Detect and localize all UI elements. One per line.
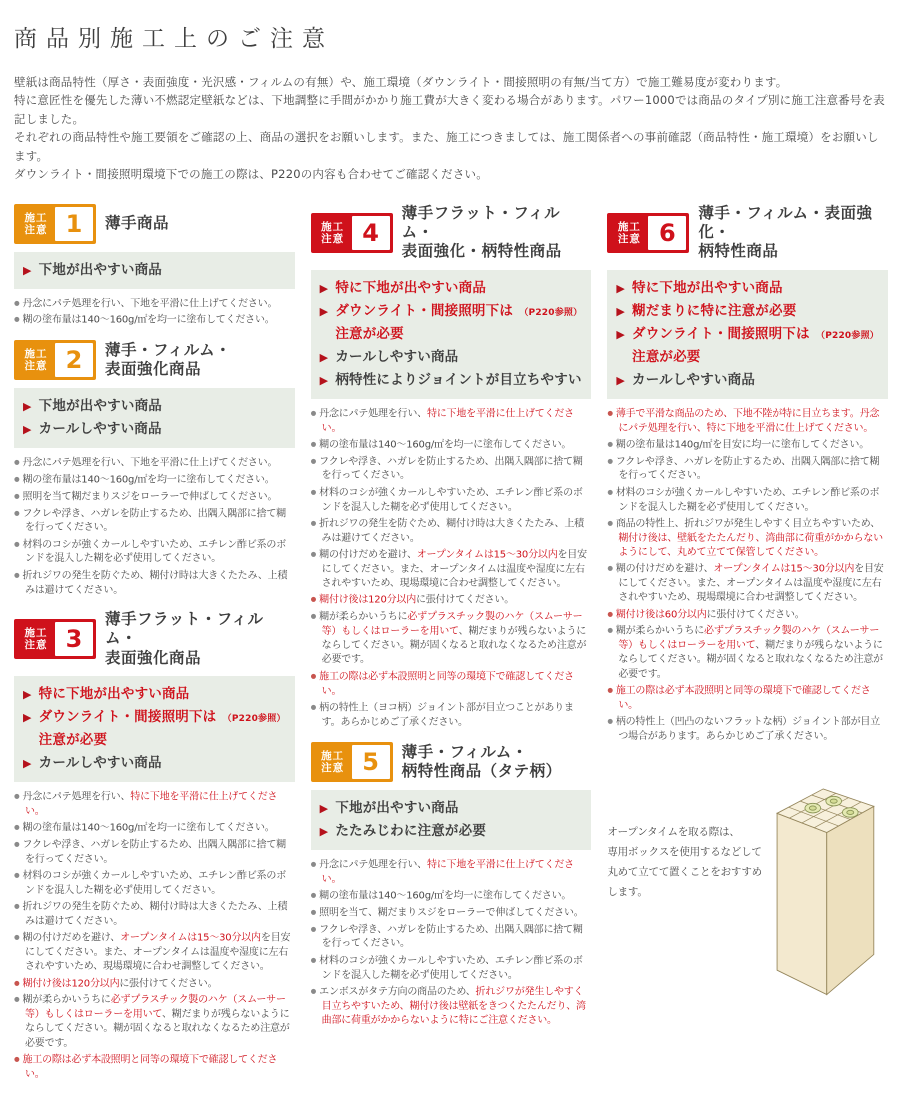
bullet-icon: ● xyxy=(14,933,20,942)
bullet-item xyxy=(607,406,888,436)
feature-item xyxy=(320,369,583,392)
arrow-right-icon: ▶ xyxy=(23,710,32,724)
feature-box xyxy=(14,252,295,289)
arrow-right-icon: ▶ xyxy=(319,281,329,295)
intro xyxy=(14,73,888,184)
bullet-text: 糊が柔らかいうちに xyxy=(22,994,111,1006)
bullet-icon: ● xyxy=(607,487,613,496)
bullet-item xyxy=(14,455,295,471)
construction-note-badge xyxy=(311,742,393,782)
bullet-text: 、糊だまりが残らないようにならしてください。糊が固くなると取れなくなるため注意が必要です。 xyxy=(25,1009,290,1049)
bullet-text: 折れジワの発生を防ぐため、糊付け時は大きくたたみ、上積みは避けてください。 xyxy=(319,518,584,544)
section-title xyxy=(698,204,888,262)
bullet-list xyxy=(14,296,295,329)
arrow-right-icon: ▶ xyxy=(319,350,329,364)
badge-label-top: 施工 xyxy=(321,749,345,762)
columns xyxy=(14,204,888,1094)
feature-text: 特に下地が出やすい商品 xyxy=(38,685,190,702)
feature-item xyxy=(616,323,879,369)
arrow-right-icon: ▶ xyxy=(319,373,329,387)
feature-box xyxy=(311,270,592,399)
section-title-line: 薄手商品 xyxy=(105,213,170,232)
bullet-text: 糊の塗布量は140～160g/㎡を均一に塗布してください。 xyxy=(319,439,572,451)
section-title xyxy=(402,743,562,782)
section-note-1 xyxy=(14,204,295,329)
bullet-text: 材料のコシが強くカールしやすいため、エチレン酢ビ系のボンドを混入した糊を必ず使用してください。 xyxy=(22,539,287,565)
bullet-item xyxy=(311,592,592,608)
bullet-icon: ● xyxy=(14,870,20,879)
bullet-item xyxy=(311,437,592,453)
bullet-text: 施工の際は必ず本設照明と同等の環境下で確認してください。 xyxy=(22,1054,278,1080)
bullet-item xyxy=(311,547,592,591)
section-note-5 xyxy=(311,742,592,1028)
badge-label-top: 施工 xyxy=(617,220,641,233)
bullet-item xyxy=(311,922,592,952)
section-note-6 xyxy=(607,204,888,745)
feature-text: ダウンライト・間接照明下は注意が必要 xyxy=(632,325,810,365)
bullet-item xyxy=(14,537,295,567)
bullet-text: に張付けてください。 xyxy=(706,609,805,621)
wallpaper-rolls-box-icon xyxy=(764,768,886,1012)
bullet-icon: ● xyxy=(310,518,317,527)
bullet-item xyxy=(607,607,888,623)
bullet-icon: ● xyxy=(607,717,613,726)
bullet-icon: ● xyxy=(310,612,317,621)
bullet-icon: ● xyxy=(310,549,317,558)
bullet-item xyxy=(14,312,295,328)
note-number: 4 xyxy=(352,216,390,250)
feature-item xyxy=(616,277,879,300)
bullet-item xyxy=(311,454,592,484)
bullet-text: オープンタイムは15～30分以内 xyxy=(713,563,855,575)
badge-label xyxy=(17,343,55,377)
bullet-text: 材料のコシが強くカールしやすいため、エチレン酢ビ系のボンドを混入した糊を必ず使用してください。 xyxy=(319,955,583,981)
feature-note: （P220参照） xyxy=(519,307,583,318)
bullet-icon: ● xyxy=(310,924,317,933)
bullet-text: 特に下地を平滑に仕上げてください。 xyxy=(25,791,278,817)
feature-text: たたみじわに注意が必要 xyxy=(335,822,487,839)
bullet-text: に張付けてください。 xyxy=(119,978,218,990)
bullet-text: 照明を当て糊だまりスジをローラーで伸ばしてください。 xyxy=(22,491,278,503)
section-title-line: 表面強化・柄特性商品 xyxy=(401,242,562,261)
feature-box xyxy=(607,270,888,399)
column-2 xyxy=(311,204,592,1041)
bullet-text: 必ずプラスチック製のハケ（スムーサー等）もしくはローラーを用いて xyxy=(25,994,286,1021)
section-title-line: 薄手・フィルム・ xyxy=(401,742,528,761)
bullet-text: 照明を当て、糊だまりスジをローラーで伸ばしてください。 xyxy=(319,907,584,919)
bullet-item xyxy=(311,857,592,887)
bullet-icon: ● xyxy=(14,508,20,517)
arrow-right-icon: ▶ xyxy=(616,281,625,295)
arrow-right-icon: ▶ xyxy=(23,687,32,701)
bullet-text: フクレや浮き、ハガレを防止するため、出隅入隅部に捨て糊を行ってください。 xyxy=(615,456,880,482)
bullet-text: 糊の塗布量は140～160g/㎡を均一に塗布してください。 xyxy=(319,890,572,902)
arrow-right-icon: ▶ xyxy=(23,423,32,437)
bullet-list xyxy=(311,406,592,730)
bullet-text: 施工の際は必ず本設照明と同等の環境下で確認してください。 xyxy=(319,671,574,697)
feature-text: 下地が出やすい商品 xyxy=(335,799,459,816)
section-head xyxy=(14,610,295,668)
bullet-icon: ● xyxy=(607,626,613,635)
bullet-text: 糊付け後は60分以内 xyxy=(615,609,707,621)
arrow-right-icon: ▶ xyxy=(23,400,32,414)
feature-item xyxy=(320,820,583,843)
construction-note-badge xyxy=(14,340,96,380)
intro-line: ダウンライト・間接照明環境下での施工の際は、P220の内容も合わせてご確認ください。 xyxy=(14,167,488,182)
bullet-text: フクレや浮き、ハガレを防止するため、出隅入隅部に捨て糊を行ってください。 xyxy=(22,839,286,865)
feature-item xyxy=(320,300,583,346)
feature-text: カールしやすい商品 xyxy=(38,421,162,438)
badge-label xyxy=(17,207,55,241)
bullet-item xyxy=(14,296,295,312)
construction-note-badge xyxy=(14,204,96,244)
construction-note-badge xyxy=(311,213,393,253)
bullet-item xyxy=(14,930,295,974)
bullet-item xyxy=(14,568,295,598)
bullet-icon: ● xyxy=(14,902,20,911)
arrow-right-icon: ▶ xyxy=(319,304,329,318)
bullet-icon: ● xyxy=(310,955,317,964)
bullet-text: 糊付け後は、壁紙をたたんだり、湾曲部に荷重がかからないようにして、丸めて立てて保管してください。 xyxy=(618,532,883,558)
bullet-icon: ● xyxy=(14,823,20,832)
bullet-item xyxy=(14,489,295,505)
caption-line: 丸めて立てて置くことをおすすめします。 xyxy=(607,866,762,899)
badge-label xyxy=(17,622,55,656)
note-number: 5 xyxy=(352,745,390,779)
bullet-text: 丹念にパテ処理を行い、下地を平滑に仕上げてください。 xyxy=(22,457,278,469)
bullet-item xyxy=(14,837,295,867)
bullet-item xyxy=(14,868,295,898)
feature-text: カールしやすい商品 xyxy=(335,348,459,365)
note-number: 2 xyxy=(55,343,93,377)
bullet-icon: ● xyxy=(14,1055,20,1064)
bullet-icon: ● xyxy=(310,986,317,995)
bullet-text: 柄の特性上（ヨコ柄）ジョイント部が目立つことがあります。あらかじめご了承ください。 xyxy=(319,702,574,728)
note-number: 1 xyxy=(55,207,93,241)
bullet-icon: ● xyxy=(310,891,317,900)
intro-line: 特に意匠性を優先した薄い不燃認定壁紙などは、下地調整に手間がかかり施工費が大きく変わる場合があります。パワー1000では商品のタイプ別に施工注意番号を表記しました。 xyxy=(14,93,885,126)
bullet-text: 折れジワの発生を防ぐため、糊付け時は大きくたたみ、上積みは避けてください。 xyxy=(22,570,288,596)
bullet-text: 薄手で平滑な商品のため、下地不陸が特に目立ちます。丹念にパテ処理を行い、特に下地を平滑に仕上げてください。 xyxy=(615,408,880,434)
bullet-item xyxy=(607,623,888,682)
arrow-right-icon: ▶ xyxy=(23,756,32,770)
bullet-icon: ● xyxy=(14,995,20,1004)
bullet-text: 糊の付けだめを避け、 xyxy=(22,932,121,944)
note-number: 3 xyxy=(55,622,93,656)
bullet-icon: ● xyxy=(607,456,613,465)
bullet-icon: ● xyxy=(310,671,317,680)
intro-line: それぞれの商品特性や施工要領をご確認の上、商品の選択をお願いします。また、施工につきましては、施工関係者への事前確認（商品特性・施工環境）をお願いします。 xyxy=(14,130,879,163)
bullet-icon: ● xyxy=(310,439,317,448)
open-time-caption xyxy=(607,822,764,902)
bullet-text: を目安にしてください。また、オープンタイムは温度や湿度に左右されやすいため、現場環境に合わせ調整してください。 xyxy=(618,563,884,604)
bullet-text: 丹念にパテ処理を行い、 xyxy=(22,791,131,803)
feature-item xyxy=(23,418,286,441)
badge-label-top: 施工 xyxy=(321,220,345,233)
bullet-icon: ● xyxy=(14,315,20,324)
bullet-item xyxy=(14,899,295,929)
column-1 xyxy=(14,204,295,1094)
feature-box xyxy=(14,388,295,448)
feature-item xyxy=(23,752,286,775)
bullet-text: 糊の付けだめを避け、 xyxy=(319,549,417,561)
bullet-icon: ● xyxy=(14,791,20,800)
badge-label-top: 施工 xyxy=(24,626,48,639)
bullet-icon: ● xyxy=(14,298,20,307)
feature-item xyxy=(320,277,583,300)
badge-label-bottom: 注意 xyxy=(617,232,641,245)
badge-label-top: 施工 xyxy=(24,211,48,224)
bullet-item xyxy=(14,976,295,992)
section-head xyxy=(311,204,592,262)
bullet-text: 材料のコシが強くカールしやすいため、エチレン酢ビ系のボンドを混入した糊を必ず使用してください。 xyxy=(319,487,583,513)
bullet-icon: ● xyxy=(310,408,317,417)
bullet-item xyxy=(311,669,592,699)
open-time-tip xyxy=(607,768,888,1016)
feature-note: （P220参照） xyxy=(222,713,286,724)
bullet-text: 丹念にパテ処理を行い、 xyxy=(319,408,427,420)
bullet-text: 材料のコシが強くカールしやすいため、エチレン酢ビ系のボンドを混入した糊を必ず使用してください。 xyxy=(22,870,287,896)
arrow-right-icon: ▶ xyxy=(616,304,625,318)
bullet-text: 糊が柔らかいうちに xyxy=(319,611,408,623)
construction-note-badge xyxy=(14,619,96,659)
bullet-text: 柄の特性上（凹凸のないフラットな柄）ジョイント部が目立つ場合があります。あらかじめご了承ください。 xyxy=(615,716,881,742)
section-note-3 xyxy=(14,610,295,1082)
bullet-item xyxy=(14,820,295,836)
section-title-line: 薄手フラット・フィルム・ xyxy=(105,609,264,648)
bullet-text: 糊付け後は120分以内 xyxy=(319,594,417,606)
feature-text: ダウンライト・間接照明下は注意が必要 xyxy=(38,708,217,748)
feature-text: ダウンライト・間接照明下は注意が必要 xyxy=(335,302,514,342)
bullet-text: 材料のコシが強くカールしやすいため、エチレン酢ビ系のボンドを混入した糊を必ず使用してください。 xyxy=(615,487,880,513)
bullet-icon: ● xyxy=(607,518,613,527)
bullet-item xyxy=(311,485,592,515)
bullet-text: 丹念にパテ処理を行い、 xyxy=(319,859,427,871)
section-title-line: 薄手・フィルム・表面強化・ xyxy=(698,203,873,241)
construction-note-badge xyxy=(607,213,689,253)
feature-text: 下地が出やすい商品 xyxy=(38,398,162,415)
feature-text: 特に下地が出やすい商品 xyxy=(335,279,487,296)
badge-label-bottom: 注意 xyxy=(321,761,345,774)
feature-note: （P220参照） xyxy=(816,330,879,341)
bullet-icon: ● xyxy=(14,570,20,579)
section-title xyxy=(105,341,231,380)
feature-item xyxy=(23,706,286,752)
bullet-item xyxy=(607,683,888,713)
bullet-text: 糊付け後は120分以内 xyxy=(22,978,120,990)
badge-label xyxy=(610,216,648,250)
bullet-text: 糊の付けだめを避け、 xyxy=(615,563,714,575)
bullet-icon: ● xyxy=(310,859,317,868)
bullet-icon: ● xyxy=(607,609,613,618)
feature-text: 糊だまりに特に注意が必要 xyxy=(632,302,797,319)
badge-label xyxy=(314,745,352,779)
feature-item xyxy=(23,683,286,706)
arrow-right-icon: ▶ xyxy=(319,824,329,838)
bullet-icon: ● xyxy=(310,907,317,916)
bullet-text: 折れジワの発生を防ぐため、糊付け時は大きくたたみ、上積みは避けてください。 xyxy=(22,901,288,927)
bullet-text: 丹念にパテ処理を行い、下地を平滑に仕上げてください。 xyxy=(22,298,278,310)
arrow-right-icon: ▶ xyxy=(319,801,329,815)
bullet-icon: ● xyxy=(310,595,317,604)
bullet-item xyxy=(311,406,592,436)
section-title-line: 薄手フラット・フィルム・ xyxy=(401,203,561,241)
section-title-line: 柄特性商品（タテ柄） xyxy=(401,761,562,780)
section-note-2 xyxy=(14,340,295,598)
bullet-text: フクレや浮き、ハガレを防止するため、出隅入隅部に捨て糊を行ってください。 xyxy=(319,456,583,482)
section-title xyxy=(105,610,295,668)
bullet-text: に張付けてください。 xyxy=(416,594,515,606)
bullet-item xyxy=(311,953,592,983)
section-title-line: 表面強化商品 xyxy=(105,360,202,379)
caption-line: 専用ボックスを使用するなどして xyxy=(607,846,762,859)
bullet-item xyxy=(311,700,592,730)
bullet-text: 施工の際は必ず本設照明と同等の環境下で確認してください。 xyxy=(615,685,871,711)
feature-item xyxy=(616,300,879,323)
section-head xyxy=(14,204,295,244)
feature-text: 特に下地が出やすい商品 xyxy=(632,279,783,296)
bullet-item xyxy=(311,888,592,904)
bullet-list xyxy=(14,789,295,1082)
bullet-item xyxy=(14,1052,295,1082)
bullet-text: フクレや浮き、ハガレを防止するため、出隅入隅部に捨て糊を行ってください。 xyxy=(22,508,286,534)
feature-text: カールしやすい商品 xyxy=(632,371,756,388)
badge-label xyxy=(314,216,352,250)
bullet-text: 糊が柔らかいうちに xyxy=(615,625,705,637)
bullet-text: 特に下地を平滑に仕上げてください。 xyxy=(321,859,574,885)
bullet-item xyxy=(607,714,888,744)
bullet-text: 特に下地を平滑に仕上げてください。 xyxy=(321,408,574,434)
bullet-item xyxy=(607,454,888,484)
feature-item xyxy=(616,369,879,392)
feature-text: 下地が出やすい商品 xyxy=(38,261,162,278)
bullet-text: 糊の塗布量は140～160g/㎡を均一に塗布してください。 xyxy=(22,474,275,486)
feature-text: カールしやすい商品 xyxy=(38,754,162,771)
bullet-text: フクレや浮き、ハガレを防止するため、出隅入隅部に捨て糊を行ってください。 xyxy=(319,924,583,950)
bullet-list xyxy=(607,406,888,745)
bullet-text: 折れジワが発生しやすく目立ちやすいため、糊付け後は壁紙をきつくたたんだり、湾曲部に荷重がかからないように特にご注意ください。 xyxy=(321,986,586,1026)
bullet-item xyxy=(607,561,888,605)
arrow-right-icon: ▶ xyxy=(616,373,625,387)
section-title-line: 柄特性商品 xyxy=(698,242,779,261)
feature-text: 柄特性によりジョイントが目立ちやすい xyxy=(335,371,582,388)
bullet-text: 糊の塗布量は140～160g/㎡を均一に塗布してください。 xyxy=(22,822,275,834)
bullet-icon: ● xyxy=(14,539,20,548)
bullet-icon: ● xyxy=(607,408,613,417)
bullet-item xyxy=(311,984,592,1028)
feature-item xyxy=(23,259,286,282)
section-head xyxy=(14,340,295,380)
feature-box xyxy=(311,790,592,850)
badge-label-top: 施工 xyxy=(24,348,48,361)
section-title-line: 表面強化商品 xyxy=(105,648,202,667)
bullet-icon: ● xyxy=(607,564,613,573)
bullet-icon: ● xyxy=(310,702,317,711)
bullet-icon: ● xyxy=(14,474,20,483)
section-head xyxy=(311,742,592,782)
section-title xyxy=(402,204,592,262)
bullet-text: 、糊だまりが残らないようにならしてください。糊が固くなると取れなくなるため注意が必要です。 xyxy=(618,640,883,680)
bullet-item xyxy=(311,516,592,546)
caption-line: オープンタイムを取る際は、 xyxy=(607,826,740,839)
page-title: 商品別施工上のご注意 xyxy=(14,26,334,52)
bullet-item xyxy=(311,609,592,668)
feature-item xyxy=(320,797,583,820)
bullet-icon: ● xyxy=(14,491,20,500)
bullet-list xyxy=(311,857,592,1028)
bullet-text: 必ずプラスチック製のハケ（スムーサー等）もしくはローラーを用いて xyxy=(618,625,880,652)
intro-line: 壁紙は商品特性（厚さ・表面強度・光沢感・フィルムの有無）や、施工環境（ダウンライト・間接照明の有無/当て方）で施工難易度が変わります。 xyxy=(14,74,788,89)
bullet-text: 糊の塗布量は140g/㎡を目安に均一に塗布してください。 xyxy=(615,439,870,451)
bullet-text: 、糊だまりが残らないようにならしてください。糊が固くなると取れなくなるため注意が必要です。 xyxy=(321,625,587,666)
bullet-text: を目安にしてください。また、オープンタイムは温度や湿度に左右されやすいため、現場環境に合わせ調整してください。 xyxy=(321,549,587,589)
bullet-icon: ● xyxy=(310,487,317,496)
feature-item xyxy=(23,395,286,418)
section-title-line: 薄手・フィルム・ xyxy=(105,340,232,359)
wallpaper-box-illustration xyxy=(764,768,886,1016)
section-title xyxy=(105,214,169,233)
bullet-item xyxy=(607,485,888,515)
bullet-text: 糊の塗布量は140～160g/㎡を均一に塗布してください。 xyxy=(22,314,275,326)
column-3 xyxy=(607,204,888,1017)
bullet-text: オープンタイムは15～30分以内 xyxy=(120,932,261,944)
bullet-text: を目安にしてください。また、オープンタイムは温度や湿度に左右されやすいため、現場環境に合わせ調整してください。 xyxy=(25,932,291,973)
badge-label-bottom: 注意 xyxy=(24,360,48,373)
bullet-item xyxy=(14,472,295,488)
bullet-item xyxy=(14,789,295,819)
bullet-item xyxy=(607,437,888,453)
bullet-item xyxy=(607,516,888,560)
bullet-text: エンボスがタテ方向の商品のため、 xyxy=(319,986,476,998)
feature-item xyxy=(320,346,583,369)
section-head xyxy=(607,204,888,262)
badge-label-bottom: 注意 xyxy=(321,232,345,245)
bullet-icon: ● xyxy=(14,839,20,848)
bullet-item xyxy=(14,992,295,1051)
feature-box xyxy=(14,676,295,782)
bullet-icon: ● xyxy=(607,686,613,695)
bullet-list xyxy=(14,455,295,598)
bullet-icon: ● xyxy=(14,978,20,987)
arrow-right-icon: ▶ xyxy=(23,263,32,277)
bullet-item xyxy=(311,905,592,921)
arrow-right-icon: ▶ xyxy=(616,327,625,341)
bullet-item xyxy=(14,506,295,536)
bullet-text: 必ずプラスチック製のハケ（スムーサー等）もしくはローラーを用いて xyxy=(321,611,583,637)
badge-label-bottom: 注意 xyxy=(24,638,48,651)
bullet-icon: ● xyxy=(310,456,317,465)
section-note-4 xyxy=(311,204,592,730)
bullet-icon: ● xyxy=(607,439,613,448)
badge-label-bottom: 注意 xyxy=(24,223,48,236)
bullet-text: 商品の特性上、折れジワが発生しやすく目立ちやすいため、 xyxy=(615,518,881,530)
bullet-text: オープンタイムは15～30分以内 xyxy=(416,549,558,561)
bullet-icon: ● xyxy=(14,458,20,467)
note-number: 6 xyxy=(648,216,686,250)
